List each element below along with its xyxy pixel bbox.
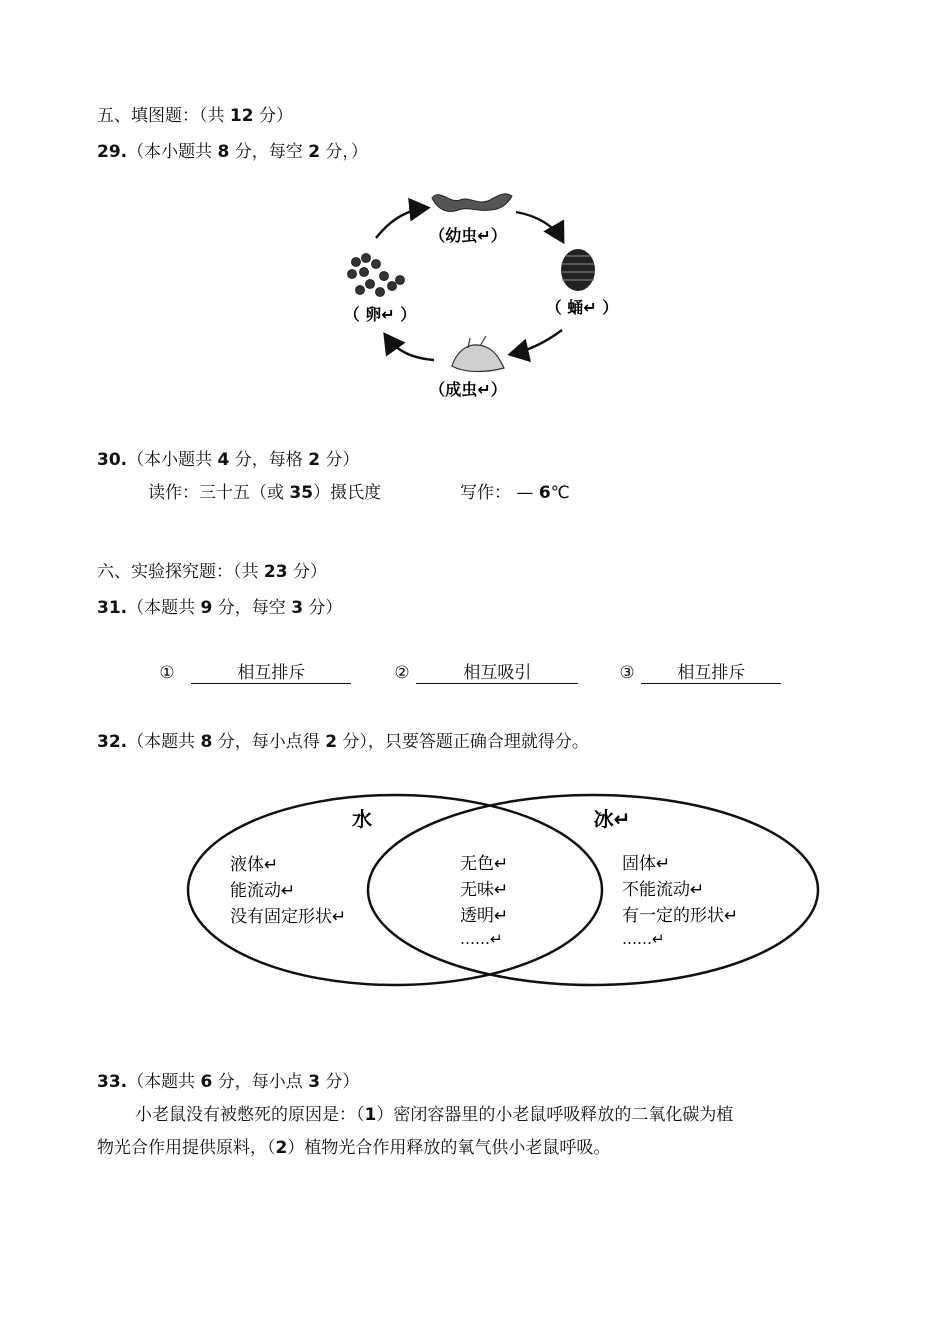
- shared-item: 透明↵: [460, 906, 509, 926]
- water-item: 液体↵: [230, 855, 279, 875]
- arrow-pupa-to-adult: [512, 330, 562, 354]
- q33-answer-line-2: 物光合作用提供原料，（2）植物光合作用释放的氧气供小老鼠呼吸。: [97, 1138, 611, 1158]
- larva-icon: [432, 194, 512, 212]
- arrow-larva-to-pupa: [516, 212, 562, 240]
- water-item: 能流动↵: [230, 881, 296, 901]
- ice-item: 不能流动↵: [622, 880, 705, 900]
- q30-read-answer: 读作：三十五（或 35）摄氏度: [148, 483, 382, 503]
- ice-item: 固体↵: [622, 854, 671, 874]
- shared-item: ……↵: [460, 930, 503, 948]
- shared-item: 无味↵: [460, 880, 509, 900]
- adult-label: （成虫↵）: [429, 380, 507, 399]
- life-cycle-diagram: [340, 180, 620, 405]
- pupa-icon: [561, 249, 595, 291]
- larva-label: （幼虫↵）: [429, 226, 507, 245]
- water-title: 水: [352, 807, 372, 831]
- ice-item: ……↵: [622, 930, 665, 948]
- q31-answer-2: ② 相互吸引: [393, 662, 578, 684]
- q31-answer-3: ③ 相互排斥: [618, 662, 781, 684]
- q30-heading: 30.（本小题共 4 分，每格 2 分）: [97, 450, 360, 470]
- q32-heading: 32.（本题共 8 分，每小点得 2 分），只要答题正确合理就得分。: [97, 732, 589, 752]
- arrow-egg-to-larva: [376, 208, 426, 238]
- q31-answer-1: ① 相互排斥: [158, 662, 351, 684]
- shared-item: 无色↵: [460, 854, 509, 874]
- egg-label: （ 卵↵ ）: [343, 305, 417, 324]
- egg-icon: [348, 254, 405, 297]
- ice-item: 有一定的形状↵: [622, 906, 739, 926]
- section6-heading: 六、实验探究题：（共 23 分）: [97, 562, 327, 582]
- arrow-adult-to-egg: [386, 336, 434, 360]
- adult-moth-icon: [452, 336, 504, 372]
- q31-heading: 31.（本题共 9 分，每空 3 分）: [97, 598, 343, 618]
- ice-title: 冰↵: [593, 807, 631, 831]
- pupa-label: （ 蛹↵ ）: [545, 298, 619, 317]
- water-item: 没有固定形状↵: [230, 907, 347, 927]
- q33-heading: 33.（本题共 6 分，每小点 3 分）: [97, 1072, 360, 1092]
- q33-answer-line-1: 小老鼠没有被憋死的原因是：（1）密闭容器里的小老鼠呼吸释放的二氧化碳为植: [135, 1105, 734, 1125]
- section5-heading: 五、填图题：（共 12 分）: [97, 106, 293, 126]
- q30-write-answer: 写作： — 6℃: [460, 483, 570, 503]
- venn-diagram: [180, 788, 820, 1003]
- q29-heading: 29.（本小题共 8 分，每空 2 分，）: [97, 142, 368, 162]
